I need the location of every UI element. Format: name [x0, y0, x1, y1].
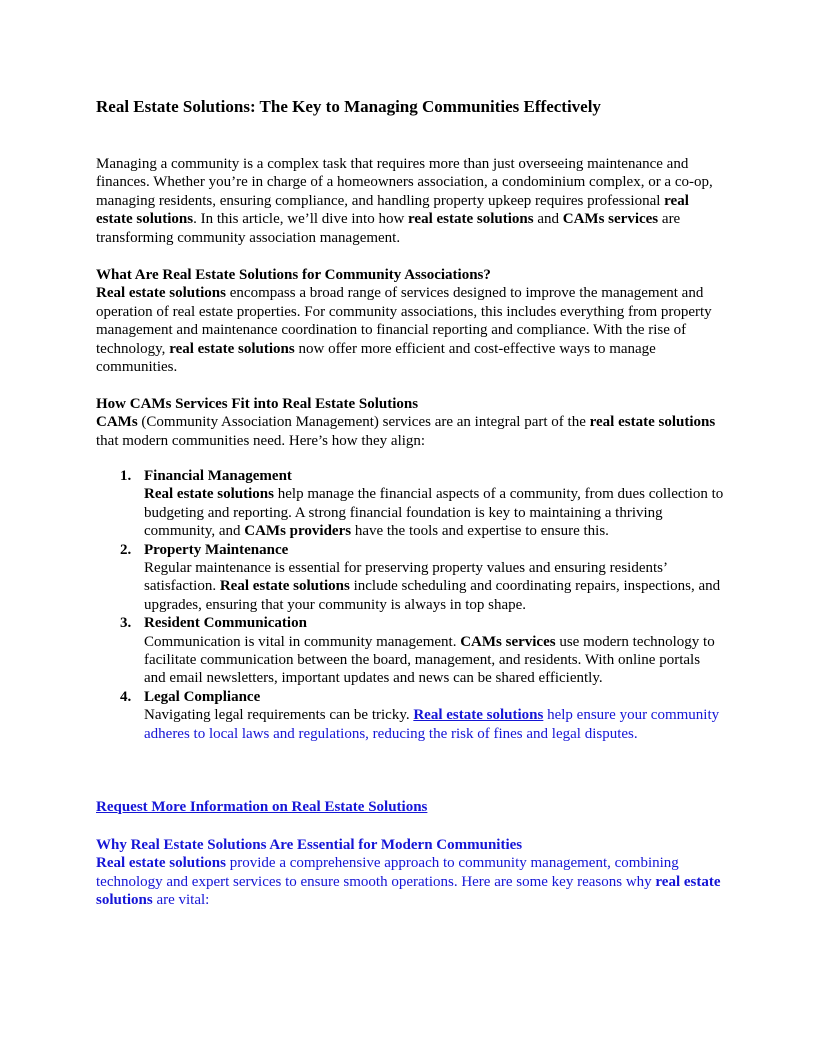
intro-paragraph — [96, 155, 724, 247]
section-heading: What Are Real Estate Solutions for Community Associations? — [96, 267, 491, 283]
section-why-essential — [96, 836, 724, 910]
request-info-paragraph — [96, 798, 427, 816]
list-item — [96, 467, 724, 541]
intro-bold-3: CAMs services — [562, 211, 659, 228]
section-text: provide a comprehensive approach to community management, combining technology and expert services to ensure smooth operations. Here are some key reasons why — [96, 855, 679, 890]
section-text: (Community Association Management) services are an integral part of the — [137, 414, 590, 431]
section-text: that modern communities need. Here’s how they align: — [96, 432, 426, 449]
numbered-list — [96, 467, 724, 743]
section-text: are vital: — [152, 892, 210, 909]
intro-text-4: are transforming community association management. — [96, 211, 681, 246]
list-item-title: Resident Communication — [144, 615, 307, 632]
real-estate-solutions-link[interactable]: Real estate solutions — [413, 707, 544, 724]
section-bold: Real estate solutions — [96, 285, 226, 302]
list-item-title: Property Maintenance — [144, 541, 289, 558]
section-bold: real estate solutions — [169, 340, 295, 357]
list-item — [96, 614, 724, 688]
list-number: 4. — [120, 688, 132, 705]
list-text: Communication is vital in community management. — [144, 633, 461, 650]
section-bold: CAMs — [96, 414, 138, 431]
section-what-are — [96, 266, 724, 376]
section-bold: Real estate solutions — [96, 855, 226, 872]
list-number: 1. — [120, 468, 132, 484]
request-info-link[interactable]: Request More Information on Real Estate Solutions — [96, 799, 428, 815]
section-bold: real estate solutions — [96, 873, 721, 909]
intro-text-1: Managing a community is a complex task that requires more than just overseeing maintenance and finances. Whether you’re in charge of a homeowners association, a condominium complex, or a co-op, managing residents, ensuring compliance, and handling property upkeep requires professional — [96, 156, 713, 209]
list-text: use modern technology to facilitate communication between the board, management, and residents. With online portals and email newsletters, important updates and news can be shared efficiently. — [144, 633, 715, 687]
list-item-title: Legal Compliance — [144, 688, 261, 705]
intro-text-3: and — [533, 211, 563, 228]
list-item — [96, 688, 724, 743]
list-number: 3. — [120, 615, 132, 632]
section-text: now offer more efficient and cost-effective ways to manage communities. — [96, 340, 656, 376]
intro-text-2: . In this article, we’ll dive into how — [193, 211, 409, 228]
list-number: 2. — [120, 541, 132, 558]
list-text: Navigating legal requirements can be tricky. — [144, 707, 414, 724]
intro-bold-2: real estate solutions — [408, 211, 534, 228]
list-bold: Real estate solutions — [144, 486, 274, 503]
section-heading: How CAMs Services Fit into Real Estate Solutions — [96, 396, 419, 412]
list-text: have the tools and expertise to ensure this. — [351, 523, 609, 540]
list-text: help ensure your community adheres to local laws and regulations, reducing the risk of fines and legal disputes. — [144, 707, 720, 742]
list-item-title: Financial Management — [144, 468, 292, 484]
intro-bold-1: real estate solutions — [96, 192, 689, 228]
list-bold: CAMs services — [460, 633, 556, 650]
list-text: Regular maintenance is essential for preserving property values and ensuring residents’ satisfaction. — [144, 560, 667, 595]
list-text: include scheduling and coordinating repairs, inspections, and upgrades, ensuring that your community is always in top shape. — [144, 578, 721, 613]
section-bold: real estate solutions — [589, 414, 716, 431]
section-text: encompass a broad range of services designed to improve the management and operation of real estate properties. For community associations, this includes everything from property management and maintenance coordination to financial reporting and compliance. With the rise of technology, — [96, 285, 712, 357]
page-title: Real Estate Solutions: The Key to Managing Communities Effectively — [96, 97, 601, 116]
list-item — [96, 541, 724, 615]
list-bold: Real estate solutions — [219, 578, 350, 595]
list-text: help manage the financial aspects of a community, from dues collection to budgeting and reporting. A strong financial foundation is key to maintaining a thriving community, and — [144, 486, 724, 540]
list-bold: CAMs providers — [244, 523, 352, 540]
section-how-cams — [96, 395, 724, 450]
section-heading: Why Real Estate Solutions Are Essential for Modern Communities — [96, 837, 523, 853]
